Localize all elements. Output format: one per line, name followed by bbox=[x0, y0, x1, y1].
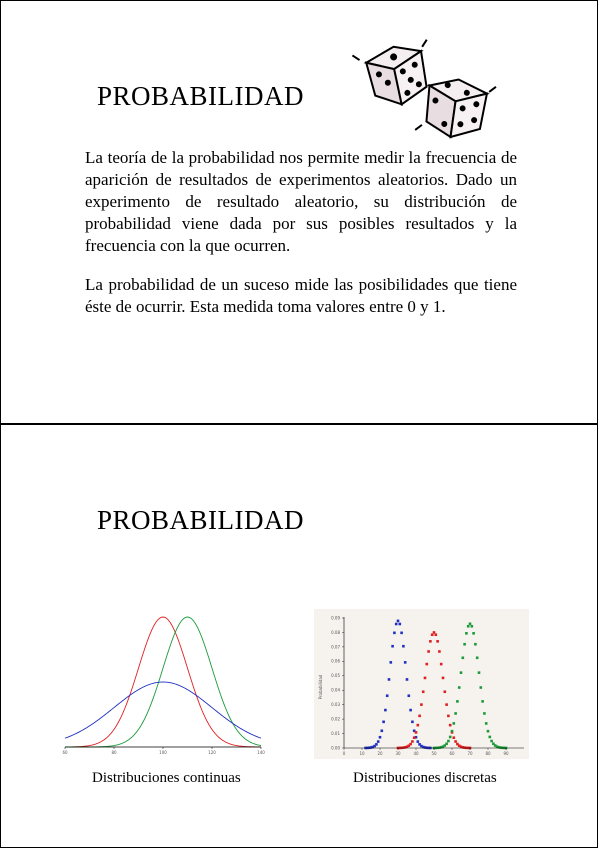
series-3-point bbox=[478, 671, 481, 674]
series-2-point bbox=[453, 736, 456, 739]
series-2-point bbox=[435, 633, 438, 636]
series-2-point bbox=[411, 740, 414, 743]
slide-1-title: PROBABILIDAD bbox=[97, 81, 305, 111]
series-3-point bbox=[472, 632, 475, 635]
y-axis-label: Probabilidad bbox=[318, 674, 323, 700]
series-3-point bbox=[467, 625, 470, 628]
series-2-point bbox=[431, 633, 434, 636]
series-2-point bbox=[420, 703, 423, 706]
series-3-point bbox=[471, 625, 474, 628]
series-2-point bbox=[426, 663, 429, 666]
y-tick-label: 0.00 bbox=[331, 745, 340, 751]
series-3-point bbox=[462, 657, 465, 660]
series-1-point bbox=[379, 736, 382, 739]
caption-discrete: Distribuciones discretas bbox=[353, 770, 497, 786]
slide-1 bbox=[0, 0, 598, 424]
y-tick-label: 0.03 bbox=[331, 702, 340, 708]
slide-1-paragraph-2: La probabilidad de un suceso mide las posibilidades que tiene éste de ocurrir. Esta medida toma valores entre 0 y 1. bbox=[85, 275, 517, 316]
x-tick-label: 100 bbox=[159, 750, 167, 755]
series-3-point bbox=[480, 686, 483, 689]
series-3-point bbox=[483, 712, 486, 715]
y-tick-label: 0.01 bbox=[331, 730, 340, 736]
continuous-distributions-chart bbox=[63, 607, 263, 757]
series-1-point bbox=[409, 709, 412, 712]
plot-background bbox=[314, 609, 529, 759]
series-2-point bbox=[429, 640, 432, 643]
series-3-point bbox=[460, 671, 463, 674]
series-3-point bbox=[447, 740, 450, 743]
series-3-point bbox=[490, 740, 493, 743]
slide-1-paragraph-1: La teoría de la probabilidad nos permite medir la frecuencia de aparición de resultados de experimentos aleatorios. Dado un experimento de resultado aleatorio, su distribución de probabilidad viene dada por sus posibles resultados y la frecuencia con la que ocurren. bbox=[85, 148, 517, 255]
series-1-point bbox=[408, 694, 411, 697]
series-1-point bbox=[390, 661, 393, 664]
series-3-point bbox=[474, 643, 477, 646]
series-2-point bbox=[440, 663, 443, 666]
series-2-point bbox=[415, 731, 418, 734]
series-1-point bbox=[381, 730, 384, 733]
series-1-point bbox=[391, 645, 394, 648]
series-2-point bbox=[436, 640, 439, 643]
series-3-point bbox=[463, 643, 466, 646]
series-3-point bbox=[476, 657, 479, 660]
series-3-point bbox=[445, 742, 448, 745]
series-3-point bbox=[453, 722, 456, 725]
y-tick-label: 0.07 bbox=[331, 644, 340, 650]
series-1-point bbox=[400, 632, 403, 635]
series-2-point bbox=[445, 703, 448, 706]
series-3-point bbox=[485, 722, 488, 725]
x-tick-label: 40 bbox=[413, 751, 419, 756]
dice-icon bbox=[357, 37, 497, 141]
series-1-point bbox=[402, 645, 405, 648]
series-2-point bbox=[433, 631, 436, 634]
series-3-point bbox=[458, 686, 461, 689]
series-line-3 bbox=[65, 682, 261, 738]
series-3-point bbox=[469, 622, 472, 625]
series-2-point bbox=[413, 736, 416, 739]
series-2-point bbox=[444, 690, 447, 693]
series-1-point bbox=[404, 661, 407, 664]
series-2-point bbox=[417, 724, 420, 727]
series-1-point bbox=[397, 620, 400, 623]
series-2-point bbox=[454, 740, 457, 743]
series-3-point bbox=[481, 700, 484, 703]
series-1-point bbox=[393, 632, 396, 635]
series-3-point bbox=[465, 632, 468, 635]
series-1-point bbox=[384, 709, 387, 712]
series-2-point bbox=[442, 677, 445, 680]
slide-2 bbox=[0, 424, 598, 848]
x-tick-label: 60 bbox=[449, 751, 455, 756]
series-2-point bbox=[409, 743, 412, 746]
x-tick-label: 20 bbox=[377, 751, 383, 756]
caption-continuous: Distribuciones continuas bbox=[92, 770, 241, 786]
series-2-point bbox=[449, 724, 452, 727]
x-tick-label: 30 bbox=[395, 751, 401, 756]
series-3-point bbox=[451, 730, 454, 733]
series-2-point bbox=[427, 650, 430, 653]
x-tick-label: 10 bbox=[359, 751, 365, 756]
x-tick-label: 80 bbox=[111, 750, 117, 755]
x-tick-label: 120 bbox=[208, 750, 216, 755]
series-2-point bbox=[418, 715, 421, 718]
series-3-point bbox=[454, 712, 457, 715]
x-tick-label: 50 bbox=[431, 751, 437, 756]
y-tick-label: 0.06 bbox=[331, 658, 340, 664]
y-tick-label: 0.08 bbox=[331, 629, 340, 635]
series-1-point bbox=[406, 678, 409, 681]
x-tick-label: 80 bbox=[485, 751, 491, 756]
series-3-point bbox=[449, 736, 452, 739]
x-tick-label: 90 bbox=[503, 751, 509, 756]
series-3-point bbox=[489, 736, 492, 739]
series-2-point bbox=[424, 677, 427, 680]
y-tick-label: 0.05 bbox=[331, 673, 340, 679]
series-2-point bbox=[438, 650, 441, 653]
series-3-point bbox=[456, 700, 459, 703]
discrete-distributions-chart bbox=[314, 609, 529, 759]
y-tick-label: 0.04 bbox=[331, 687, 340, 693]
x-tick-label: 60 bbox=[62, 750, 68, 755]
series-3-point bbox=[487, 730, 490, 733]
series-1-point bbox=[395, 623, 398, 626]
series-1-point bbox=[417, 740, 420, 743]
x-tick-label: 140 bbox=[257, 750, 265, 755]
series-1-point bbox=[388, 678, 391, 681]
series-1-point bbox=[399, 623, 402, 626]
series-1-point bbox=[375, 743, 378, 746]
series-1-point bbox=[411, 721, 414, 724]
slide-2-title: PROBABILIDAD bbox=[97, 505, 305, 535]
series-1-point bbox=[377, 740, 380, 743]
y-tick-label: 0.09 bbox=[331, 615, 340, 621]
x-tick-label: 0 bbox=[342, 751, 346, 756]
y-tick-label: 0.02 bbox=[331, 716, 340, 722]
series-1-point bbox=[382, 721, 385, 724]
series-1-point bbox=[386, 694, 389, 697]
x-tick-label: 70 bbox=[467, 751, 473, 756]
series-2-point bbox=[447, 715, 450, 718]
series-2-point bbox=[422, 690, 425, 693]
